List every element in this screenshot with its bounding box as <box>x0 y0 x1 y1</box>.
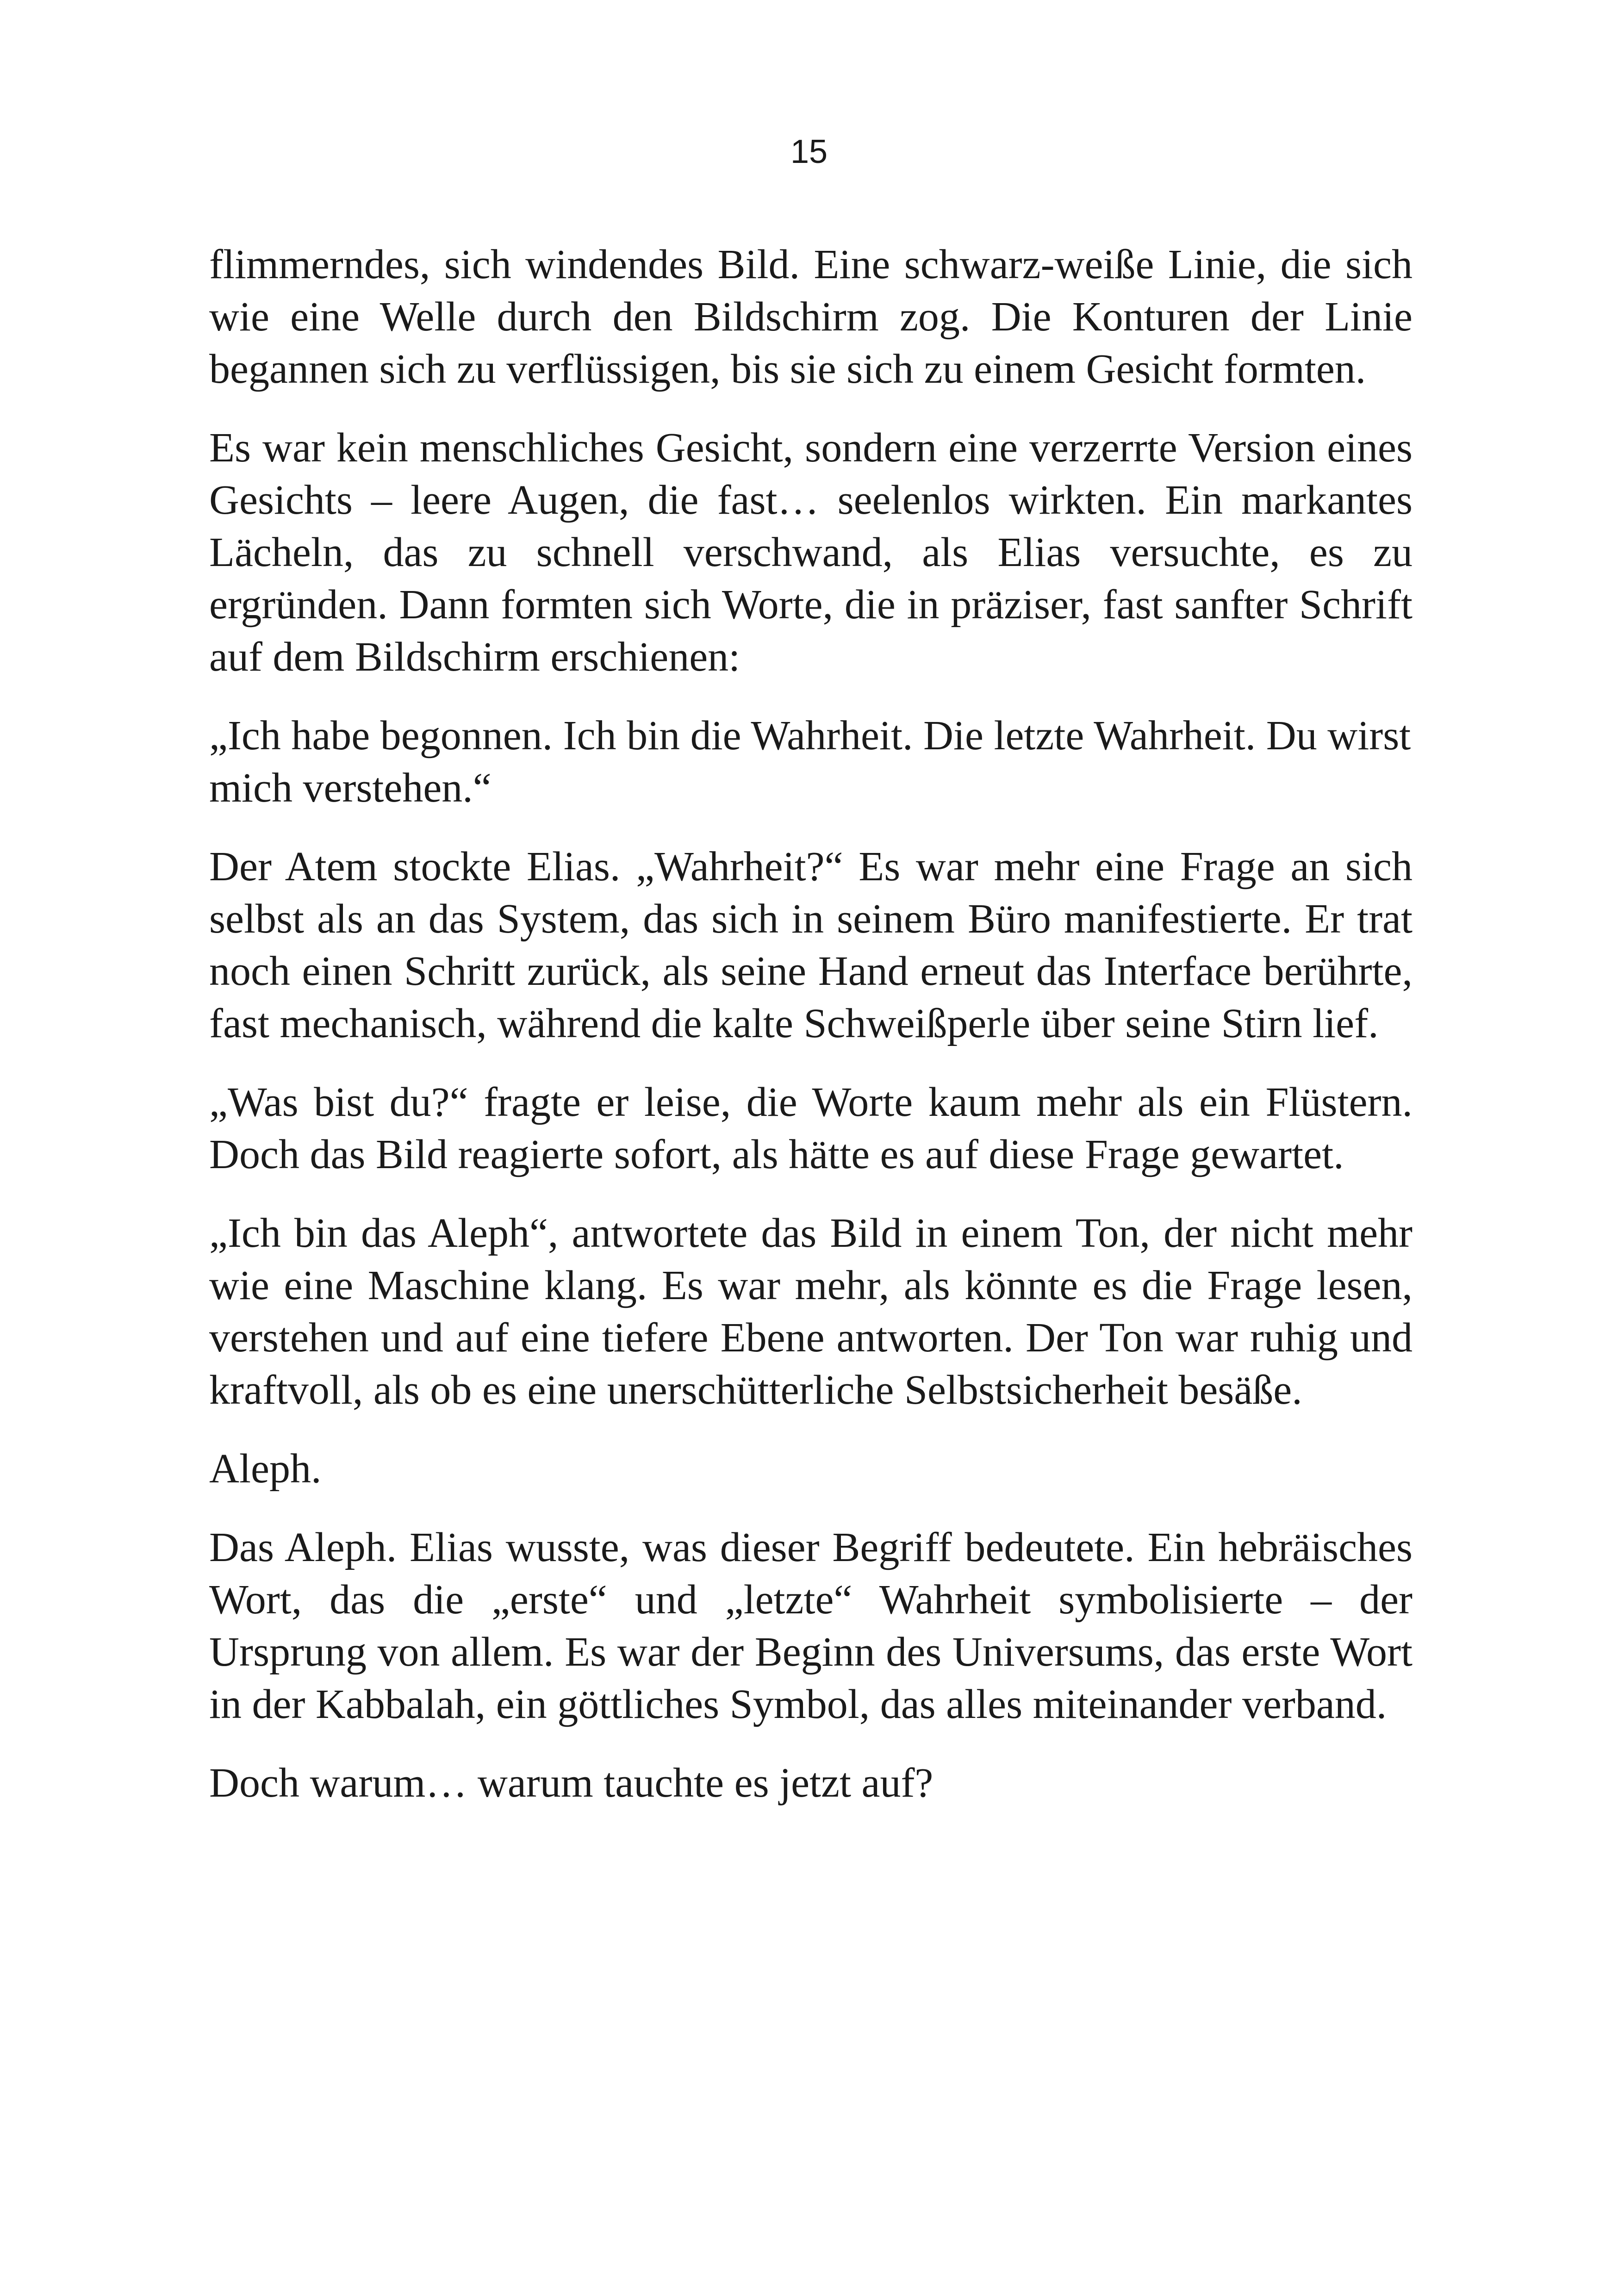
paragraph-3-quote: „Ich habe begonnen. Ich bin die Wahrheit. Die letzte Wahrheit. Du wirst mich verstehen.“ <box>209 713 1411 811</box>
paragraph-6: „Ich bin das Aleph“, antwortete das Bild in einem Ton, der nicht mehr wie eine Maschine klang. Es war mehr, als könnte es die Frage lesen, verstehen und auf eine tiefere Ebene antworten. Der Ton war ruhig und kraftvoll, als ob es eine unerschütterliche Selbstsicherheit besäße. <box>209 1210 1413 1413</box>
paragraph-7: Aleph. <box>209 1446 322 1492</box>
paragraph-8: Das Aleph. Elias wusste, was dieser Begriff bedeutete. Ein hebräisches Wort, das die „erste“ und „letzte“ Wahrheit symbolisierte – der Ursprung von allem. Es war der Beginn des Universums, das erste Wort in der Kabbalah, ein göttliches Symbol, das alles miteinander verband. <box>209 1524 1413 1727</box>
paragraph-4: Der Atem stockte Elias. „Wahrheit?“ Es war mehr eine Frage an sich selbst als an das System, das sich in seinem Büro manifestierte. Er trat noch einen Schritt zurück, als seine Hand erneut das Interface berührte, fast mechanisch, während die kalte Schweißperle über seine Stirn lief. <box>209 844 1413 1046</box>
page-number: 15 <box>790 133 828 170</box>
paragraph-9: Doch warum… warum tauchte es jetzt auf? <box>209 1760 933 1806</box>
body-text <box>209 238 1413 1836</box>
paragraph-1: flimmerndes, sich windendes Bild. Eine schwarz-weiße Linie, die sich wie eine Welle durch den Bildschirm zog. Die Konturen der Linie begannen sich zu verflüssigen, bis sie sich zu einem Gesicht formten. <box>209 242 1413 392</box>
paragraph-2: Es war kein menschliches Gesicht, sondern eine verzerrte Version eines Gesichts – leere Augen, die fast… seelenlos wirkten. Ein markantes Lächeln, das zu schnell verschwand, als Elias versuchte, es zu ergründen. Dann formten sich Worte, die in präziser, fast sanfter Schrift auf dem Bildschirm erschienen: <box>209 425 1413 680</box>
paragraph-5: „Was bist du?“ fragte er leise, die Worte kaum mehr als ein Flüstern. Doch das Bild reagierte sofort, als hätte es auf diese Frage gewartet. <box>209 1079 1413 1177</box>
